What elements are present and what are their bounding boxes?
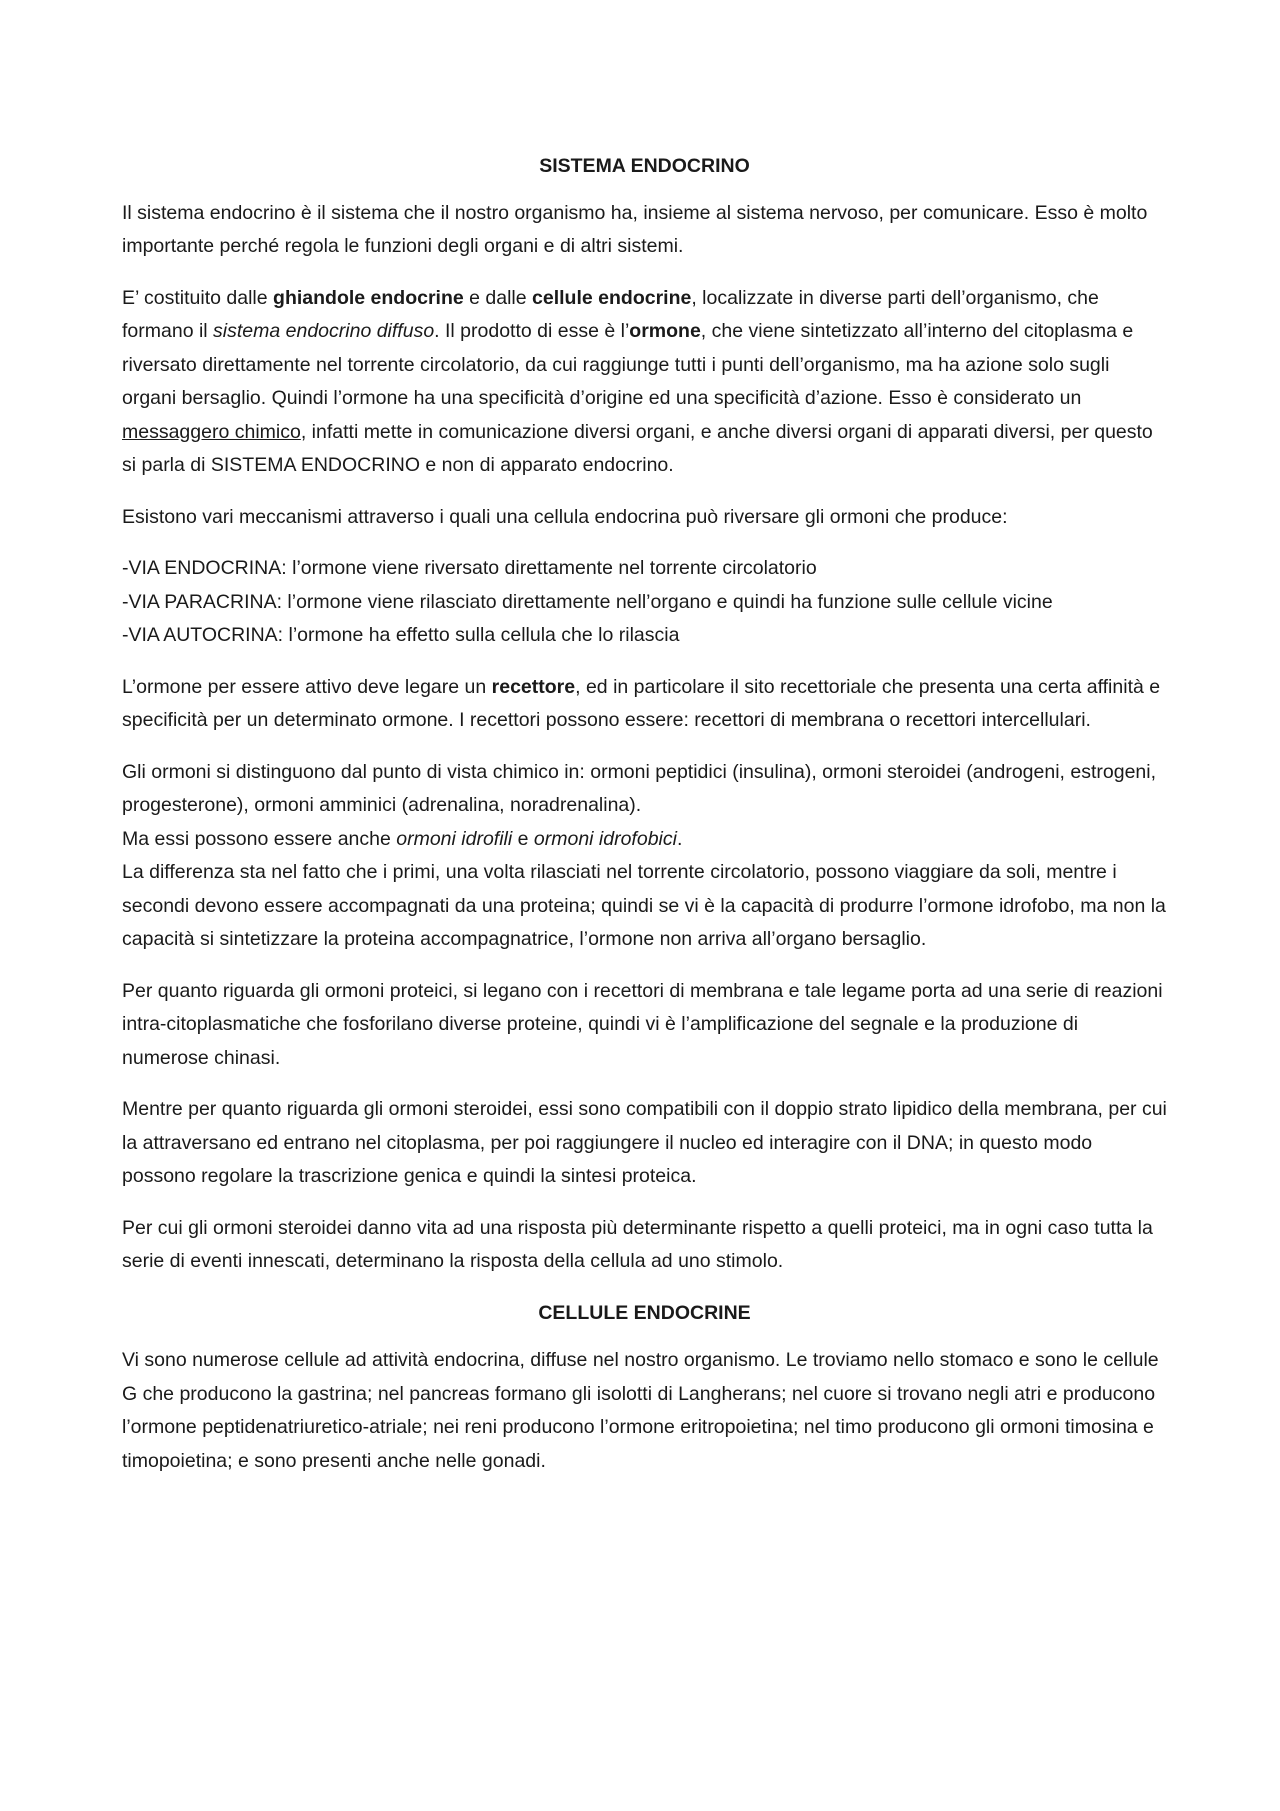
list-item: -VIA AUTOCRINA: l’ormone ha effetto sulla cellula che lo rilascia [122, 624, 680, 646]
text-run: E’ costituito dalle [122, 286, 274, 309]
bold-term: ghiandole endocrine [273, 286, 464, 309]
text-line [122, 823, 1167, 857]
bold-term: recettore [491, 675, 576, 698]
text-run: , localizzate in diverse parti dell’organismo, che formano il [122, 286, 1099, 342]
list-item: -VIA ENDOCRINA: l’ormone viene riversato direttamente nel torrente circolatorio [122, 557, 817, 579]
text-run: L’ormone per essere attivo deve legare un [122, 675, 492, 698]
text-run: . Il prodotto di esse è l’ [434, 320, 630, 342]
composition-paragraph [122, 282, 1167, 483]
intro-paragraph: Il sistema endocrino è il sistema che il nostro organismo ha, insieme al sistema nervoso, per comunicare. Esso è molto importante perché regola le funzioni degli organi e di altri sistemi. [122, 201, 1148, 257]
mechanisms-list [122, 552, 1167, 653]
underlined-term: messaggero chimico [122, 420, 301, 443]
text-run: , che viene sintetizzato all’interno del citoplasma e riversato direttamente nel torrente circolatorio, da cui raggiunge tutti i punti dell’organismo, ma ha azione solo sugli organi bersaglio. Quindi l’ormone ha una specificità d’origine ed una specificità d’azione. Esso è considerato un [122, 320, 1134, 409]
page-title: SISTEMA ENDOCRINO [539, 155, 750, 177]
bold-term: ormone [629, 320, 701, 342]
protein-hormones-paragraph: Per quanto riguarda gli ormoni proteici, si legano con i recettori di membrana e tale legame porta ad una serie di reazioni intra-citoplasmatiche che fosforilano diverse proteine, quindi vi è l’amplificazione del segnale e la produzione di numerose chinasi. [122, 979, 1163, 1069]
italic-term: sistema endocrino diffuso [213, 320, 435, 342]
list-item: -VIA PARACRINA: l’ormone viene rilasciato direttamente nell’organo e quindi ha funzione sulle cellule vicine [122, 590, 1053, 613]
classification-paragraph [122, 756, 1167, 957]
text-line: La differenza sta nel fatto che i primi, una volta rilasciati nel torrente circolatorio, possono viaggiare da soli, mentre i secondi devono essere accompagnati da una proteina; quindi se vi è la capacità di produrre l’ormone idrofobo, ma non la capacità si sintetizzare la proteina accompagnatrice, l’ormone non arriva all’organo bersaglio. [122, 861, 1166, 950]
document-page [122, 150, 1167, 1496]
steroid-hormones-paragraph: Mentre per quanto riguarda gli ormoni steroidei, essi sono compatibili con il doppio strato lipidico della membrana, per cui la attraversano ed entrano nel citoplasma, per poi raggiungere il nucleo ed interagire con il DNA; in questo modo possono regolare la trascrizione genica e quindi la sintesi proteica. [122, 1098, 1167, 1187]
text-run: e dalle [463, 286, 533, 309]
italic-term: ormoni idrofili [396, 827, 513, 850]
text-run: , ed in particolare il sito recettoriale che presenta una certa affinità e specificità per un determinato ormone. I recettori possono essere: recettori di membrana o recettori intercellulari. [122, 675, 1161, 731]
italic-term: ormoni idrofobici [533, 827, 677, 850]
text-line: Gli ormoni si distinguono dal punto di vista chimico in: ormoni peptidici (insulina), ormoni steroidei (androgeni, estrogeni, progesterone), ormoni amminici (adrenalina, noradrenalina). [122, 760, 1157, 816]
bold-term: cellule endocrine [532, 286, 692, 309]
text-run: Ma essi possono essere anche [122, 827, 397, 850]
text-run: e [512, 827, 534, 850]
section-heading: CELLULE ENDOCRINE [538, 1301, 751, 1324]
text-run: , infatti mette in comunicazione diversi organi, e anche diversi organi di apparati diversi, per questo si parla di SISTEMA ENDOCRINO e non di apparato endocrino. [122, 420, 1153, 476]
conclusion-paragraph: Per cui gli ormoni steroidei danno vita ad una risposta più determinante rispetto a quelli proteici, ma in ogni caso tutta la serie di eventi innescati, determinano la risposta della cellula ad uno stimolo. [122, 1216, 1153, 1272]
endocrine-cells-paragraph: Vi sono numerose cellule ad attività endocrina, diffuse nel nostro organismo. Le troviamo nello stomaco e sono le cellule G che producono la gastrina; nel pancreas formano gli isolotti di Langherans; nel cuore si trovano negli atri e producono l’ormone peptidenatriuretico-atriale; nei reni producono l’ormone eritropoietina; nel timo producono gli ormoni timosina e timopoietina; e sono presenti anche nelle gonadi. [122, 1349, 1159, 1472]
mechanisms-intro-paragraph: Esistono vari meccanismi attraverso i quali una cellula endocrina può riversare gli ormoni che produce: [122, 505, 1008, 528]
receptor-paragraph [122, 671, 1167, 738]
text-run: . [676, 827, 683, 850]
